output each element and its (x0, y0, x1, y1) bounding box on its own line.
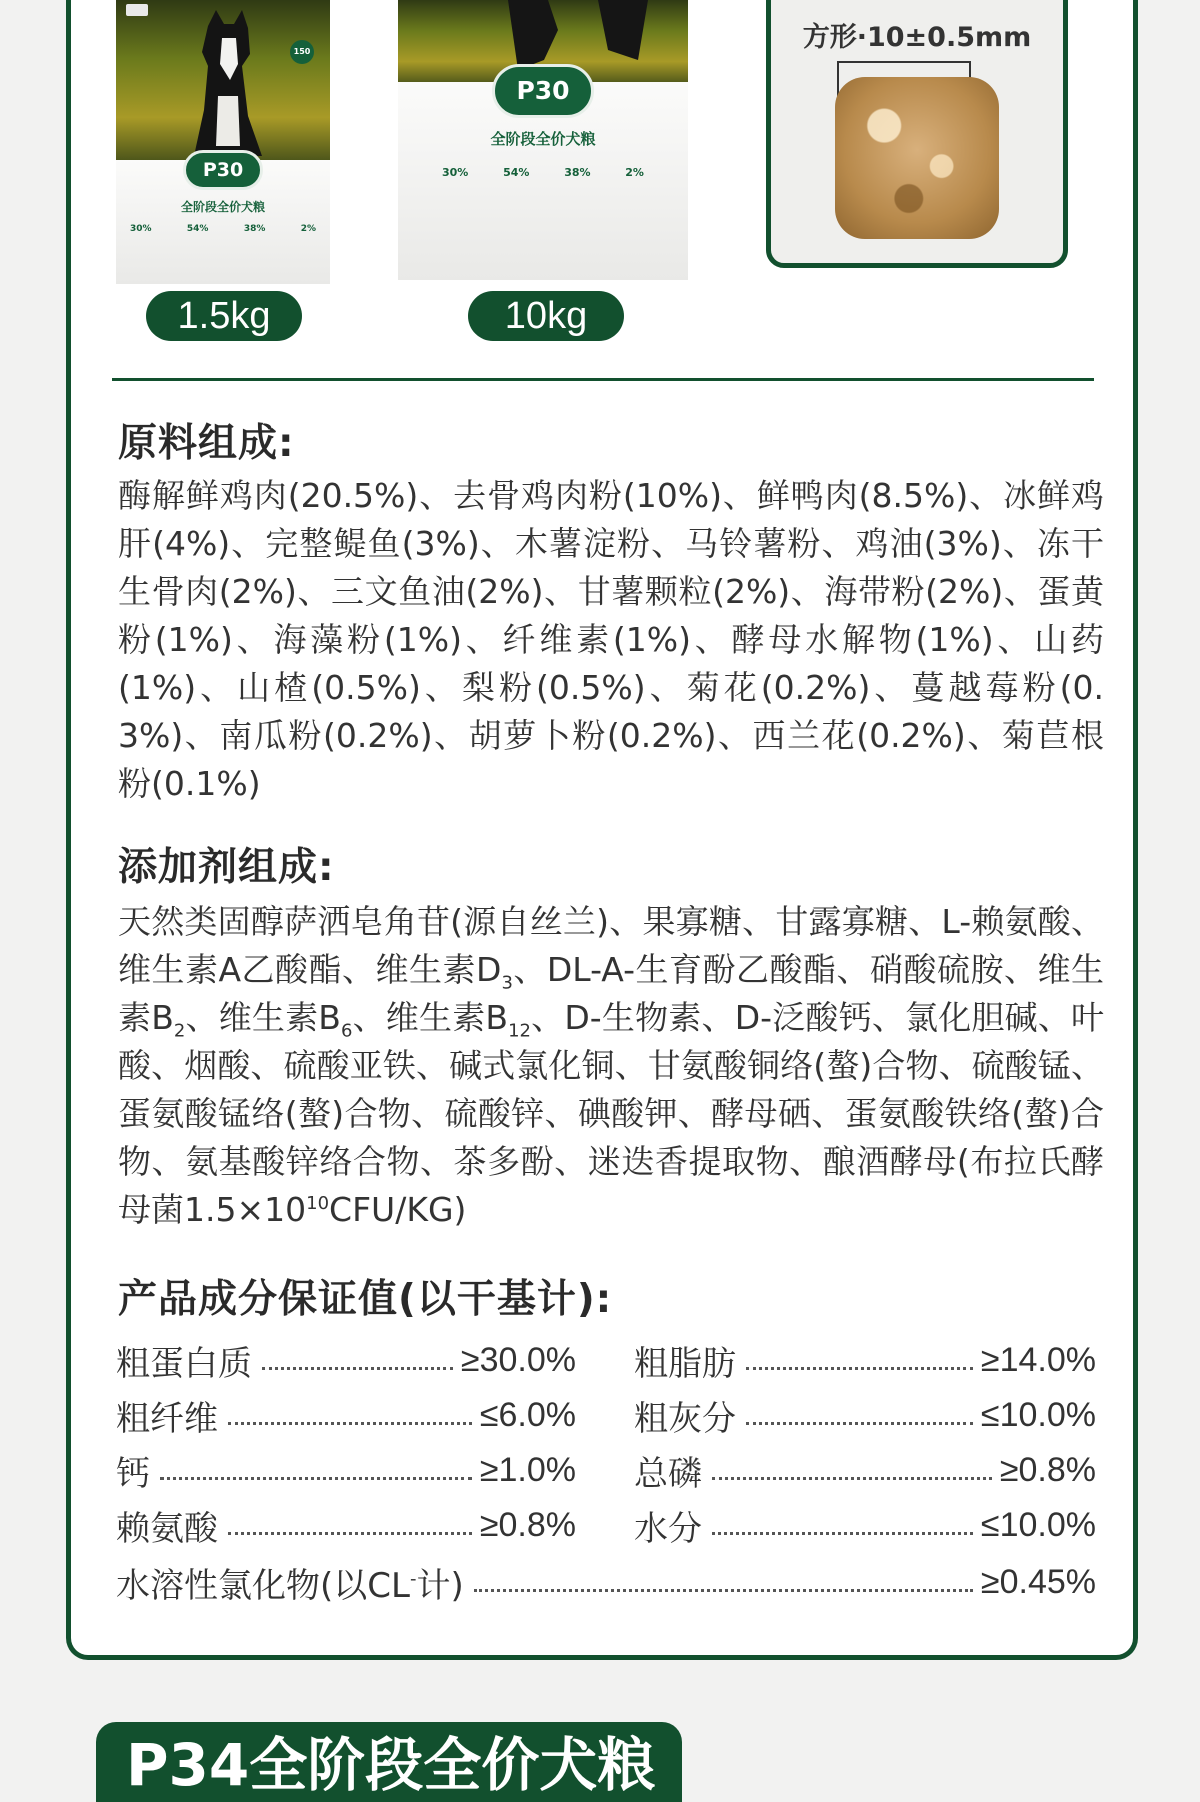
item-label: 粗灰分 (634, 1398, 736, 1439)
table-row (116, 1389, 1096, 1441)
kibble-detail-panel (766, 0, 1068, 268)
raw-materials-title: 原料组成: (118, 421, 295, 466)
table-row (116, 1444, 1096, 1496)
item-label: 水分 (634, 1508, 702, 1549)
bag-p30-badge: P30 (183, 150, 263, 190)
item-label: 粗纤维 (116, 1398, 218, 1439)
dot-leader (746, 1367, 973, 1370)
guarantee-item (634, 1499, 1096, 1551)
item-value: ≤10.0% (980, 1395, 1096, 1434)
label-part: 计) (416, 1565, 464, 1606)
additives-text-part: 、维生素B (185, 998, 341, 1037)
dot-leader (262, 1367, 453, 1370)
item-label: 总磷 (634, 1453, 702, 1494)
item-value: ≥30.0% (460, 1340, 576, 1379)
guarantee-item (634, 1389, 1096, 1441)
superscript: - (409, 1568, 417, 1590)
bag-stat: 38% (243, 224, 266, 234)
weight-label-large: 10kg (468, 291, 624, 341)
guarantee-item (634, 1444, 1096, 1496)
bag-stat: 30% (442, 166, 469, 179)
label-part: 水溶性氯化物(以CL (116, 1565, 410, 1606)
additives-text (118, 898, 1104, 1234)
product-bag-small-image (116, 0, 330, 284)
bag-title: 全阶段全价犬粮 (180, 200, 265, 214)
item-value: ≥1.0% (479, 1450, 576, 1489)
item-value: ≥14.0% (980, 1340, 1096, 1379)
item-label (116, 1558, 474, 1607)
guarantee-item (116, 1334, 576, 1386)
bag-stats (442, 166, 644, 179)
subscript: 2 (173, 1020, 186, 1042)
additives-text-part: 天然类固醇萨洒皂角苷(源自丝兰)、果寡糖、甘露寡糖、L-赖氨酸、维生素A乙酸酯、维生素D (118, 902, 1104, 989)
dot-leader (474, 1589, 973, 1592)
item-value: ≤10.0% (980, 1505, 1096, 1544)
guarantee-item (116, 1499, 576, 1551)
guarantee-title: 产品成分保证值(以干基计): (118, 1277, 613, 1322)
table-row (116, 1556, 1096, 1608)
kibble-photo (835, 77, 999, 239)
brand-logo (126, 4, 148, 16)
subscript: 3 (501, 972, 513, 994)
bag-stat: 54% (186, 224, 209, 234)
superscript: 10 (306, 1193, 330, 1214)
product-bag-large-image (398, 0, 688, 280)
additives-text-part: 、DL-A-生育酚乙酸酯、硝酸硫胺、维生素B (118, 950, 1104, 1037)
dot-leader (712, 1477, 992, 1480)
bag-p30-badge: P30 (492, 64, 594, 118)
bag-stat: 2% (625, 166, 644, 179)
dog-illustration (178, 6, 278, 156)
bag-stat: 2% (300, 224, 316, 234)
item-label: 钙 (116, 1453, 150, 1494)
additives-text-part: CFU/KG) (329, 1190, 467, 1229)
item-value: ≥0.45% (980, 1562, 1096, 1601)
kibble-shape-label: 方形·10±0.5mm (802, 22, 1032, 53)
item-value: ≥0.8% (999, 1450, 1096, 1489)
guarantee-item (116, 1444, 576, 1496)
table-row (116, 1499, 1096, 1551)
dot-leader (746, 1422, 973, 1425)
bag-stat: 54% (503, 166, 530, 179)
dot-leader (228, 1532, 472, 1535)
dot-leader (228, 1422, 472, 1425)
additives-text-part: 、维生素B (352, 998, 509, 1037)
item-label: 粗脂肪 (634, 1343, 736, 1384)
guarantee-item (116, 1556, 1096, 1608)
item-label: 粗蛋白质 (116, 1343, 252, 1384)
subscript: 12 (508, 1020, 531, 1042)
item-value: ≤6.0% (479, 1395, 576, 1434)
raw-materials-text: 酶解鲜鸡肉(20.5%)、去骨鸡肉粉(10%)、鲜鸭肉(8.5%)、冰鲜鸡肝(4%)、完整鳀鱼(3%)、木薯淀粉、马铃薯粉、鸡油(3%)、冻干生骨肉(2%)、三文鱼油(2%)、甘薯颗粒(2%)、海带粉(2%)、蛋黄粉(1%)、海藻粉(1%)、纤维素(1%)、酵母水解物(1%)、山药(1%)、山楂(0.5%)、梨粉(0.5%)、菊花(0.2%)、蔓越莓粉(0.3%)、南瓜粉(0.2%)、胡萝卜粉(0.2%)、西兰花(0.2%)、菊苣根粉(0.1%) (118, 476, 1104, 803)
additives-text-part: 、D-生物素、D-泛酸钙、氯化胆碱、叶酸、烟酸、硫酸亚铁、碱式氯化铜、甘氨酸铜络(螯)合物、硫酸锰、蛋氨酸锰络(螯)合物、硫酸锌、碘酸钾、酵母硒、蛋氨酸铁络(螯)合物、氨基酸锌络合物、茶多酚、迷迭香提取物、酿酒酵母(布拉氏酵母菌1.5×10 (118, 998, 1105, 1229)
weight-label-small: 1.5kg (146, 291, 302, 341)
next-section-title: P34全阶段全价犬粮 (96, 1722, 682, 1802)
section-divider (112, 378, 1094, 381)
bag-title: 全阶段全价犬粮 (490, 130, 596, 148)
bag-stat: 30% (130, 224, 152, 234)
dot-leader (160, 1477, 472, 1480)
guarantee-item (634, 1334, 1096, 1386)
bag-stat: 38% (564, 166, 591, 179)
bag-badge-icon: 150 (290, 40, 314, 64)
item-value: ≥0.8% (479, 1505, 576, 1544)
table-row (116, 1334, 1096, 1386)
guarantee-item (116, 1389, 576, 1441)
item-label: 赖氨酸 (116, 1508, 218, 1549)
dot-leader (712, 1532, 973, 1535)
additives-title: 添加剂组成: (118, 845, 335, 890)
bag-stats (130, 224, 316, 234)
subscript: 6 (340, 1020, 353, 1042)
